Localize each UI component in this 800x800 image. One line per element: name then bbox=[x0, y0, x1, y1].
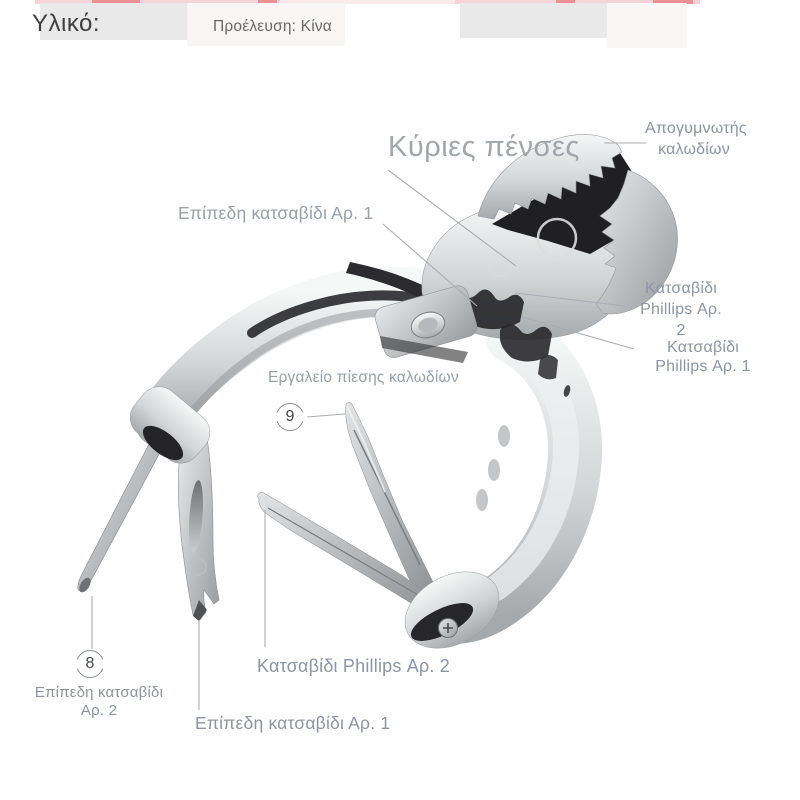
pliers-head bbox=[373, 134, 678, 379]
callout-flat-no2-bottom bbox=[34, 684, 164, 719]
origin-text: Προέλευση: Κίνα bbox=[213, 18, 332, 35]
crimp-fork-tool bbox=[178, 438, 219, 621]
flat-no2-line1: Επίπεδη κατσαβίδι bbox=[34, 684, 164, 701]
callout-phillips-no2-bottom: Κατσαβίδι Phillips Αρ. 2 bbox=[257, 656, 451, 676]
callout-wire-stripper bbox=[645, 118, 747, 160]
callout-flat-no1-bottom: Επίπεδη κατσαβίδι Αρ. 1 bbox=[195, 713, 391, 733]
phillips-no2-line2: Phillips Αρ. bbox=[640, 301, 722, 318]
callout-phillips-no1-right bbox=[650, 338, 756, 376]
phillips-no2-line1: Κατσαβίδι bbox=[645, 280, 717, 297]
phillips-no1-line1: Κατσαβίδι bbox=[667, 339, 739, 356]
number-badge-8 bbox=[76, 650, 104, 678]
badge-8-number: 8 bbox=[85, 655, 95, 672]
callout-flat-no1-top: Επίπεδη κατσαβίδι Αρ. 1 bbox=[178, 203, 374, 223]
material-label: Υλικό: bbox=[32, 10, 101, 37]
callout-phillips-no2-right bbox=[630, 278, 732, 341]
callout-crimp-tool: Εργαλείο πίεσης καλωδίων bbox=[268, 369, 459, 386]
wire-stripper-line1: Απογυμνωτής bbox=[645, 120, 747, 137]
phillips-no1-line2: Phillips Αρ. 1 bbox=[655, 358, 751, 375]
left-handle bbox=[122, 262, 432, 471]
number-badge-9 bbox=[276, 403, 304, 431]
phillips-no2-line3: 2 bbox=[676, 322, 686, 339]
callout-main-pliers: Κύριες πένσες bbox=[388, 131, 580, 163]
flat-no2-line2: Αρ. 2 bbox=[80, 701, 118, 719]
flat-screwdriver-1-deployed bbox=[77, 440, 163, 594]
wire-stripper-line2: καλωδίων bbox=[658, 141, 730, 158]
leader-crimp-tool bbox=[307, 414, 345, 417]
badge-9-number: 9 bbox=[285, 408, 295, 425]
